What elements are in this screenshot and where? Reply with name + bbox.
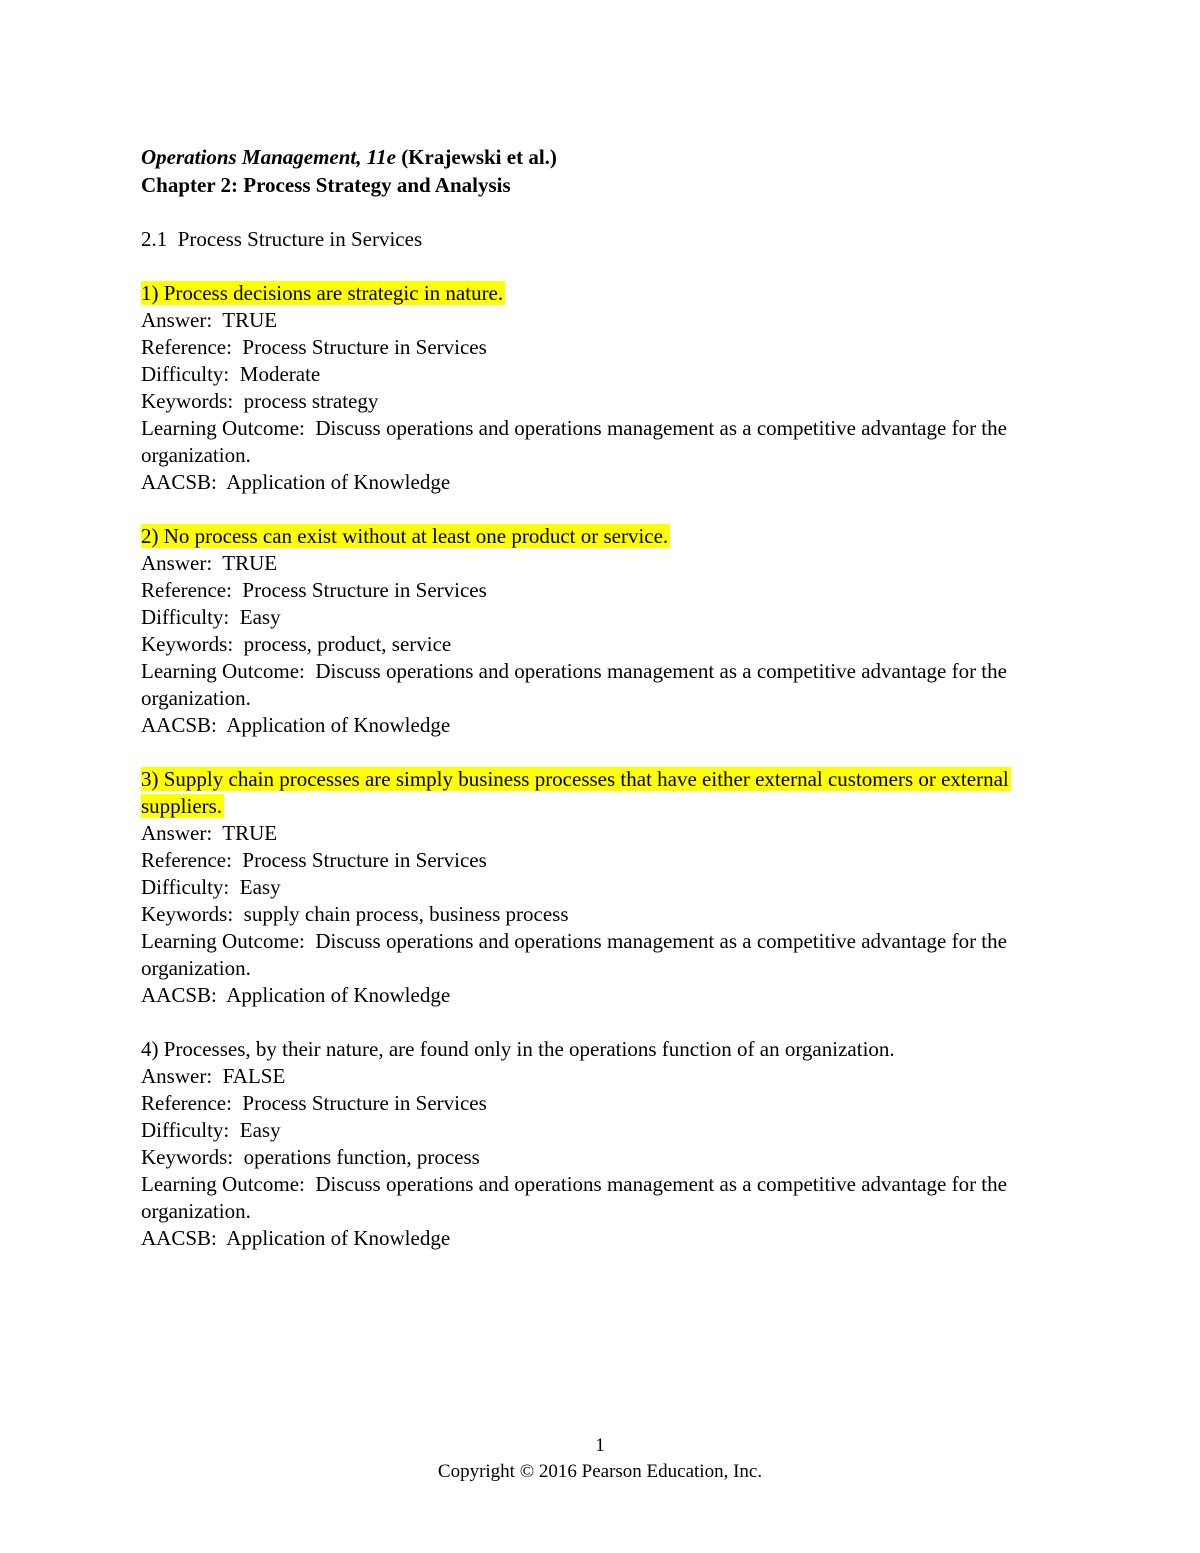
copyright-notice: Copyright © 2016 Pearson Education, Inc.	[437, 1461, 763, 1482]
answer-line: Answer: TRUE	[141, 821, 278, 845]
question-text: 4) Processes, by their nature, are found only in the operations function of an organization.	[141, 1037, 895, 1061]
reference-line: Reference: Process Structure in Services	[141, 335, 487, 359]
learning-outcome-line: Learning Outcome: Discuss operations and operations management as a competitive advantage for the organization.	[141, 416, 1013, 467]
difficulty-line: Difficulty: Easy	[141, 1118, 281, 1142]
question-block	[141, 766, 1061, 1009]
section-heading: 2.1 Process Structure in Services	[141, 227, 423, 251]
aacsb-line: AACSB: Application of Knowledge	[141, 1226, 451, 1250]
question-block	[141, 280, 1061, 496]
question-block	[141, 523, 1061, 739]
answer-line: Answer: TRUE	[141, 551, 278, 575]
difficulty-line: Difficulty: Easy	[141, 605, 281, 629]
page-number: 1	[595, 1435, 605, 1456]
reference-line: Reference: Process Structure in Services	[141, 848, 487, 872]
question-text	[141, 523, 1061, 550]
aacsb-line: AACSB: Application of Knowledge	[141, 470, 451, 494]
reference-line: Reference: Process Structure in Services	[141, 578, 487, 602]
question-text-highlight: 2) No process can exist without at least one product or service.	[141, 524, 669, 548]
reference-line: Reference: Process Structure in Services	[141, 1091, 487, 1115]
page-content	[141, 143, 1061, 1252]
keywords-line: Keywords: process strategy	[141, 389, 379, 413]
learning-outcome-line: Learning Outcome: Discuss operations and operations management as a competitive advantage for the organization.	[141, 659, 1013, 710]
aacsb-line: AACSB: Application of Knowledge	[141, 713, 451, 737]
book-title: Operations Management, 11e	[141, 145, 396, 169]
question-text	[141, 766, 1061, 820]
aacsb-line: AACSB: Application of Knowledge	[141, 983, 451, 1007]
keywords-line: Keywords: supply chain process, business process	[141, 902, 569, 926]
keywords-line: Keywords: process, product, service	[141, 632, 452, 656]
learning-outcome-line: Learning Outcome: Discuss operations and operations management as a competitive advantage for the organization.	[141, 1172, 1013, 1223]
question-text-highlight: 3) Supply chain processes are simply business processes that have either external customers or external suppliers.	[141, 767, 1009, 818]
question-block	[141, 1036, 1061, 1252]
question-text	[141, 280, 1061, 307]
answer-line: Answer: TRUE	[141, 308, 278, 332]
keywords-line: Keywords: operations function, process	[141, 1145, 480, 1169]
chapter-title: Chapter 2: Process Strategy and Analysis	[141, 173, 511, 197]
learning-outcome-line: Learning Outcome: Discuss operations and operations management as a competitive advantage for the organization.	[141, 929, 1013, 980]
answer-line: Answer: FALSE	[141, 1064, 286, 1088]
book-title-line	[141, 143, 1061, 171]
difficulty-line: Difficulty: Easy	[141, 875, 281, 899]
question-text-highlight: 1) Process decisions are strategic in nature.	[141, 281, 504, 305]
difficulty-line: Difficulty: Moderate	[141, 362, 321, 386]
book-authors: (Krajewski et al.)	[401, 145, 557, 169]
